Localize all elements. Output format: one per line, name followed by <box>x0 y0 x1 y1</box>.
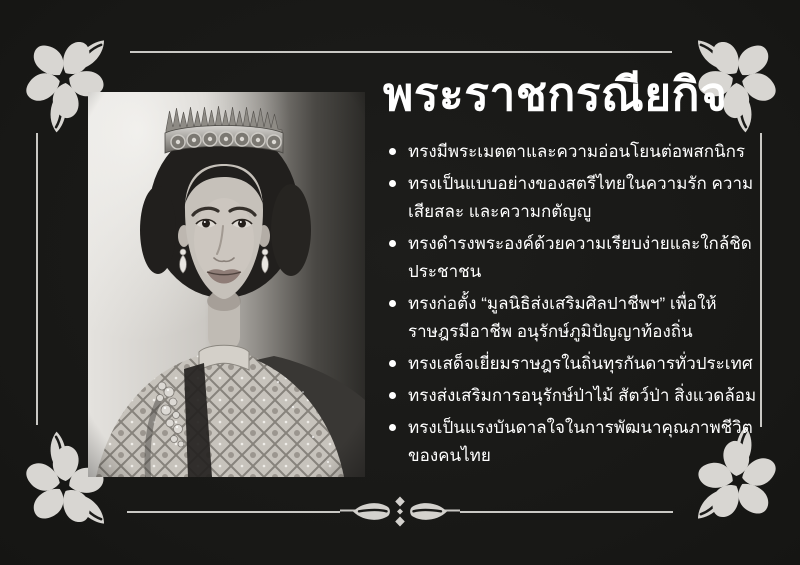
bullet-text: ทรงเสด็จเยี่ยมราษฎรในถิ่นทุรกันดารทั่วประเทศ <box>408 354 753 373</box>
bullet-dot-icon <box>389 180 396 187</box>
list-item <box>383 170 757 226</box>
bullet-dot-icon <box>389 300 396 307</box>
bullet-list <box>383 138 757 474</box>
frame-border-left <box>36 133 38 425</box>
bullet-dot-icon <box>389 148 396 155</box>
bullet-dot-icon <box>389 240 396 247</box>
list-item <box>383 230 757 286</box>
bullet-dot-icon <box>389 424 396 431</box>
list-item <box>383 414 757 470</box>
bullet-dot-icon <box>389 392 396 399</box>
bullet-dot-icon <box>389 360 396 367</box>
portrait-illustration <box>88 92 365 477</box>
bullet-text: ทรงเป็นแบบอย่างของสตรีไทยในความรัก ความเสียสละ และความกตัญญู <box>408 174 754 221</box>
list-item <box>383 350 757 378</box>
bullet-text: ทรงมีพระเมตตาและความอ่อนโยนต่อพสกนิกร <box>408 142 746 161</box>
list-item <box>383 382 757 410</box>
bullet-text: ทรงดำรงพระองค์ด้วยความเรียบง่ายและใกล้ชิด​ประชาชน <box>408 234 752 281</box>
frame-border-bottom-right <box>460 511 673 513</box>
portrait-photo <box>88 92 365 477</box>
frame-border-top <box>130 51 672 53</box>
bullet-text: ทรงก่อตั้ง “มูลนิธิส่งเสริมศิลปาชีพฯ” เพื่อให้ราษฎร​มีอาชีพ อนุรักษ์ภูมิปัญญาท้องถิ่น <box>408 294 717 341</box>
frame-border-bottom-left <box>127 511 340 513</box>
bullet-text: ทรงส่งเสริมการอนุรักษ์ป่าไม้ สัตว์ป่า สิ่งแวดล้อม <box>408 386 757 405</box>
frame-border-right <box>760 133 762 427</box>
divider-ornament-icon <box>340 494 460 530</box>
list-item <box>383 290 757 346</box>
bullet-text: ทรงเป็นแรงบันดาลใจในการพัฒนาคุณภาพชีวิต​ของคนไทย <box>408 418 753 465</box>
list-item <box>383 138 757 166</box>
page-title: พระราชกรณียกิจ <box>383 68 728 120</box>
